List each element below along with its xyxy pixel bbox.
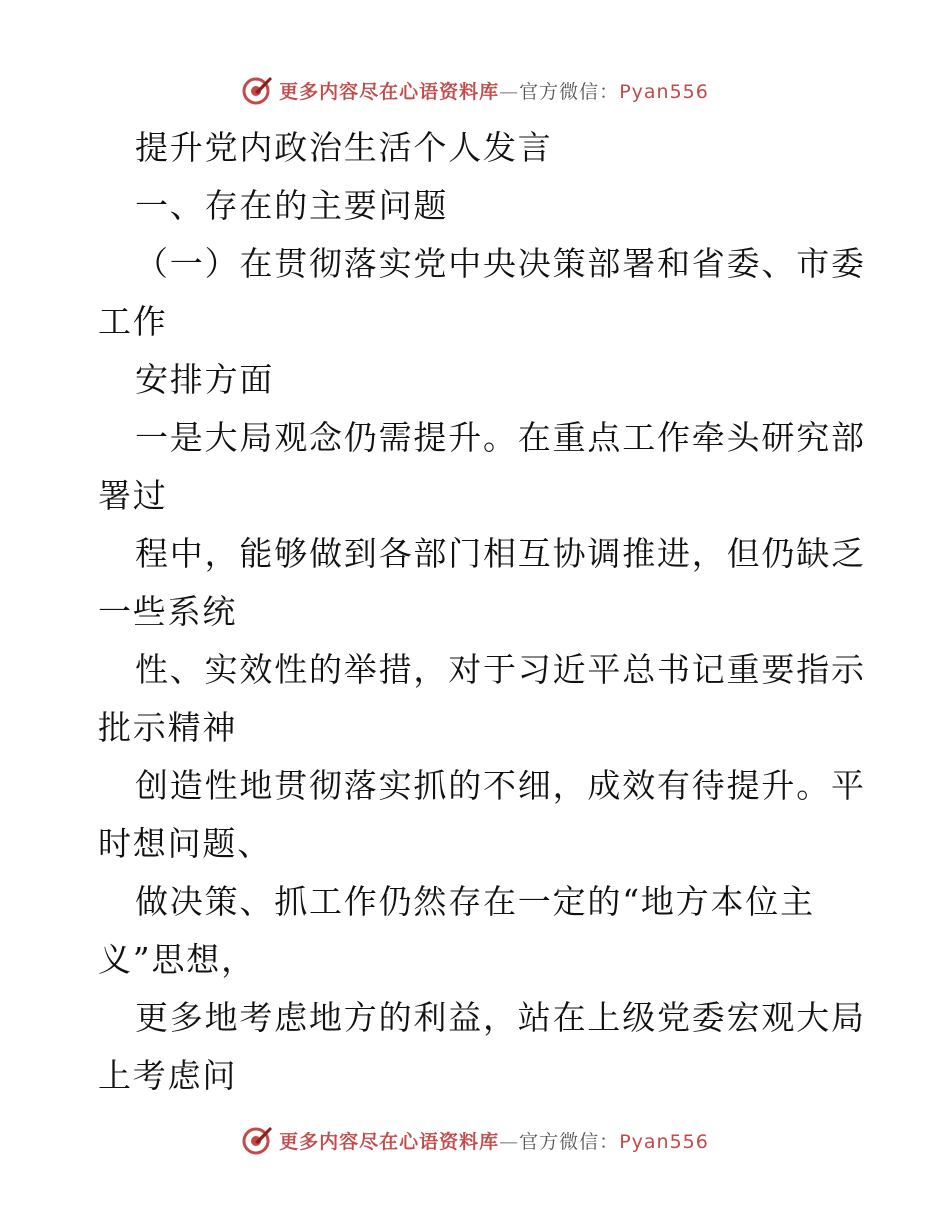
watermark-text: 更多内容尽在心语资料库—官方微信：Pyan556 [279,80,709,103]
subsection-heading: （一）在贯彻落实党中央决策部署和省委、市委 [135,244,866,283]
text-line: 程中，能够做到各部门相互协调推进，但仍缺乏 [135,534,866,573]
text-line: 创造性地贯彻落实抓的不细，成效有待提升。平 [135,766,866,805]
section-heading: 一、存在的主要问题 [135,186,449,225]
header-watermark [0,72,950,108]
text-line: 批示精神 [98,708,238,747]
text-line: 时想问题、 [98,824,272,863]
text-line: 做决策、抓工作仍然存在一定的“地方本位主 [135,882,815,921]
text-line: 上考虑问 [98,1056,238,1095]
quill-logo-icon [241,1124,273,1156]
text-line: 义”思想， [98,940,256,979]
text-line: 安排方面 [135,360,275,399]
document-title: 提升党内政治生活个人发言 [135,128,553,167]
quill-logo-icon [241,74,273,106]
text-line: 一些系统 [98,592,238,631]
text-line: 工作 [98,302,168,341]
text-line: 更多地考虑地方的利益，站在上级党委宏观大局 [135,998,866,1037]
footer-watermark [0,1122,950,1158]
document-body [98,119,866,1105]
watermark-text: 更多内容尽在心语资料库—官方微信：Pyan556 [279,1130,709,1153]
text-line: 性、实效性的举措，对于习近平总书记重要指示 [135,650,866,689]
text-line: 署过 [98,476,168,515]
text-line: 一是大局观念仍需提升。在重点工作牵头研究部 [135,418,866,457]
